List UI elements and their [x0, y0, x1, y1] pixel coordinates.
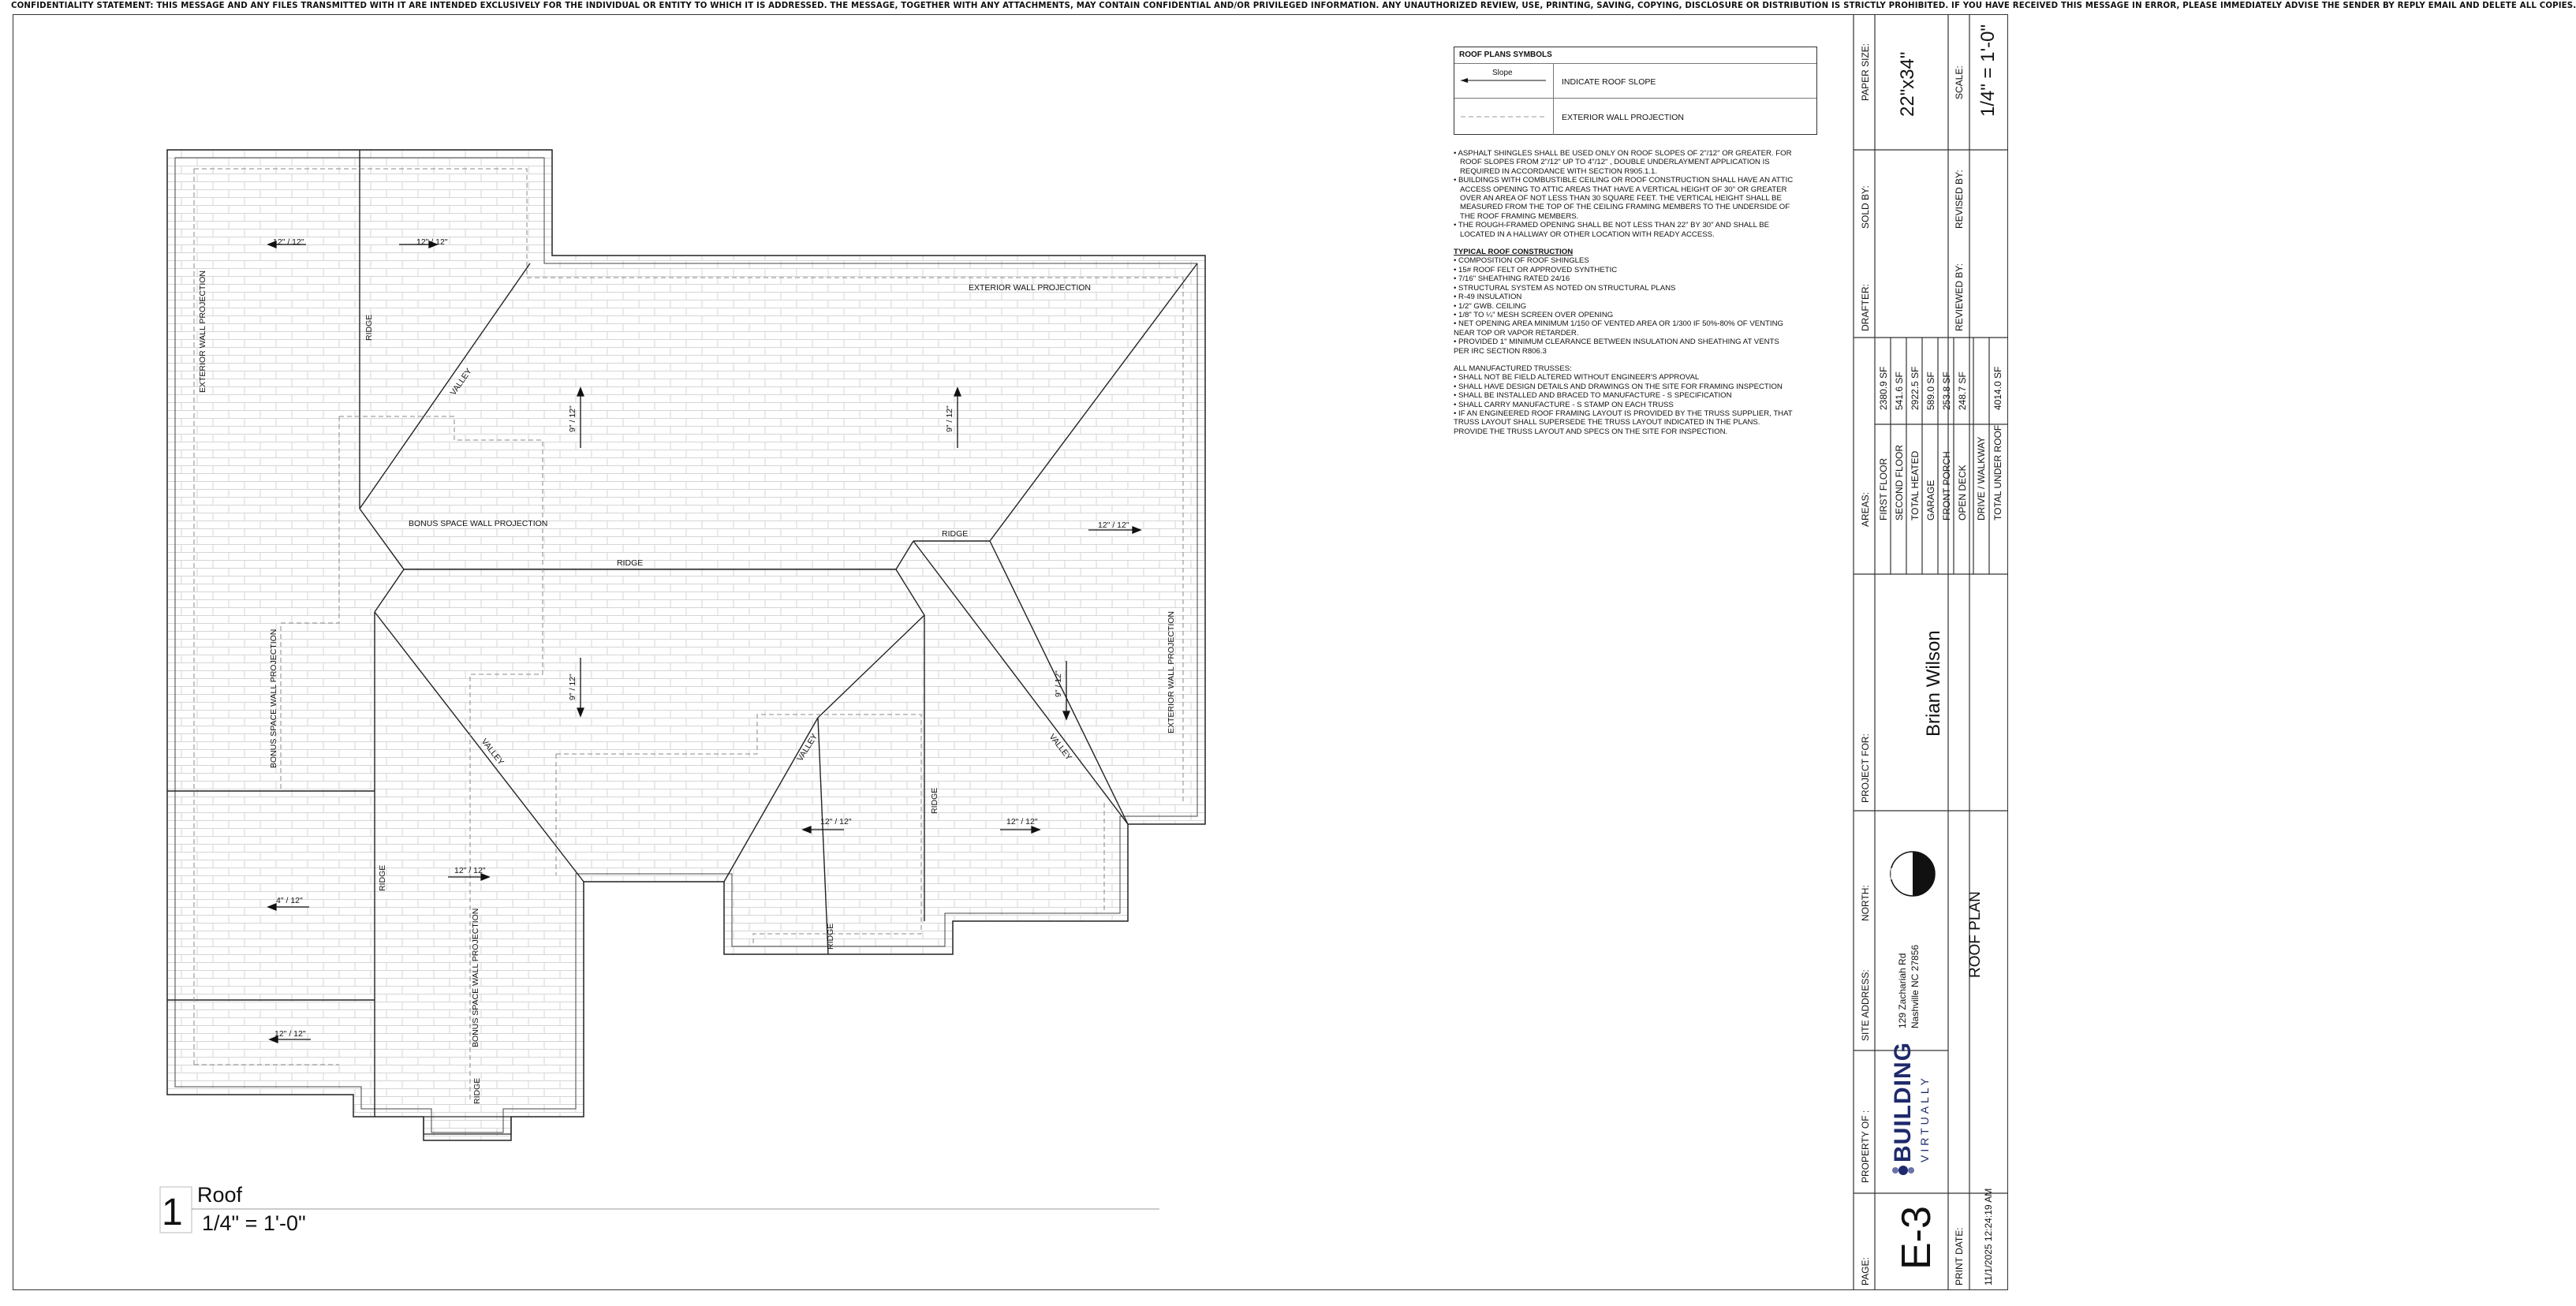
note-item: • SHALL CARRY MANUFACTURE - S STAMP ON EACH TRUSS	[1454, 400, 1674, 409]
slope-label: 12" / 12"	[454, 866, 486, 875]
slope-label: 9" / 12"	[568, 674, 577, 700]
sold-by-label: SOLD BY:	[1860, 185, 1871, 229]
slope-label: 12" / 12"	[1006, 817, 1038, 827]
ridge-label: RIDGE	[942, 529, 969, 539]
area-name: TOTAL UNDER ROOF	[1992, 424, 2003, 521]
valley-label: VALLEY	[795, 732, 820, 763]
drafter-label: DRAFTER:	[1860, 284, 1871, 331]
confidentiality-statement: CONFIDENTIALITY STATEMENT: THIS MESSAGE AND ANY FILES TRANSMITTED WITH IT ARE INTENDED EXCLUSIVELY FOR THE INDIVIDUAL OR ENTITY TO WHICH IT IS ADDRESSED. THE MESSAGE, TOGETHER WITH ANY ATTACHMENTS, MAY CONTAIN CONFIDENTIAL AND/OR PRIVILEGED INFORMATION. ANY UNAUTHORIZED REVIEW, USE, PRINTING, SAVING, COPYING, DISCLOSURE OR DISTRIBUTION IS STRICTLY PROHIBITED. IF YOU HAVE RECEIVED THIS MESSAGE IN ERROR, PLEASE IMMEDIATELY ADVISE THE SENDER BY REPLY EMAIL AND DELETE ALL COPIES.	[11, 2, 2576, 10]
area-name: OPEN DECK	[1957, 465, 1968, 521]
roof-outline	[167, 150, 1205, 1140]
note-item: • SHALL BE INSTALLED AND BRACED TO MANUFACTURE - S SPECIFICATION	[1454, 391, 1732, 401]
slope-label: 12" / 12"	[1098, 521, 1129, 530]
north-label: NORTH:	[1860, 885, 1871, 921]
note-item: • STRUCTURAL SYSTEM AS NOTED ON STRUCTURAL PLANS	[1454, 283, 1676, 293]
projection-label: BONUS SPACE WALL PROJECTION	[269, 629, 278, 768]
slope-label: 12" / 12"	[416, 237, 448, 247]
note-item: • ASPHALT SHINGLES SHALL BE USED ONLY ON ROOF SLOPES OF 2"/12" OR GREATER. FOR ROOF SLOPES FROM 2"/12" UP TO 4"/12" , DOUBLE UNDERLAYMENT APPLICATION IS REQUIRED IN ACCORDANCE WITH SECTION R905.1.1.	[1454, 149, 1792, 176]
slope-label: 12" / 12"	[274, 1029, 306, 1039]
slope-label: 9" / 12"	[945, 405, 954, 432]
legend-slope-cell	[1454, 64, 1554, 99]
legend-row-exterior-wall	[1454, 98, 1816, 135]
area-name: GARAGE	[1925, 479, 1936, 521]
company-name: BUILDING	[1890, 1042, 1916, 1162]
page-number: E-3	[1894, 1206, 1939, 1270]
note-item: • 15# ROOF FELT OR APPROVED SYNTHETIC	[1454, 265, 1618, 274]
note-item: • COMPOSITION OF ROOF SHINGLES	[1454, 256, 1589, 266]
notes-heading: TYPICAL ROOF CONSTRUCTION	[1454, 248, 1574, 257]
ridge-label: RIDGE	[826, 923, 835, 950]
note-item: • 7/16" SHEATHING RATED 24/16	[1454, 274, 1570, 284]
valley-label: VALLEY	[479, 737, 506, 767]
slope-label: 4" / 12"	[276, 896, 303, 905]
area-value: 248.7 SF	[1957, 371, 1968, 410]
area-value: 2380.9 SF	[1878, 366, 1889, 410]
projection-label: BONUS SPACE WALL PROJECTION	[471, 908, 480, 1047]
reviewed-by-label: REVIEWED BY:	[1954, 263, 1965, 331]
note-item: • PROVIDED 1" MINIMUM CLEARANCE BETWEEN INSULATION AND SHEATHING AT VENTS PER IRC SECTION R806.3	[1454, 338, 1779, 356]
area-value: 4014.0 SF	[1992, 366, 2003, 410]
note-item: • SHALL NOT BE FIELD ALTERED WITHOUT ENGINEER'S APPROVAL	[1454, 373, 1700, 382]
revised-by-label: REVISED BY:	[1954, 170, 1965, 229]
project-for-label: PROJECT FOR:	[1860, 733, 1871, 803]
paper-size-value: 22"x34"	[1897, 51, 1918, 117]
projection-label: BONUS SPACE WALL PROJECTION	[409, 519, 548, 528]
scale-value: 1/4" = 1'-0"	[1977, 24, 1999, 117]
legend-row-label: EXTERIOR WALL PROJECTION	[1562, 113, 1684, 122]
roof-plan-symbols-legend	[1454, 47, 1817, 135]
note-item: • R-49 INSULATION	[1454, 293, 1522, 302]
site-address-line2: Nashville NC 27856	[1910, 944, 1921, 1028]
legend-row-slope	[1454, 63, 1816, 99]
company-logo-icon	[1892, 1166, 1914, 1175]
ridge-label: RIDGE	[617, 558, 644, 568]
legend-wall-cell	[1454, 99, 1554, 135]
note-item: • NET OPENING AREA MINIMUM 1/150 OF VENTED AREA OR 1/300 IF 50%-80% OF VENTING NEAR TOP OR VAPOR RETARDER.	[1454, 319, 1783, 338]
note-item: • BUILDINGS WITH COMBUSTIBLE CEILING OR ROOF CONSTRUCTION SHALL HAVE AN ATTIC ACCESS OPENING TO ATTIC AREAS THAT HAVE A VERTICAL HEIGHT OF 30" OR GREATER OVER AN AREA OF NOT LESS THAN 30 SQUARE FEET. THE VERTICAL HEIGHT SHALL BE MEASURED FROM THE TOP OF THE CEILING FRAMING MEMBERS TO THE UNDERSIDE OF THE ROOF FRAMING MEMBERS.	[1454, 176, 1794, 221]
area-name: FRONT PORCH	[1941, 451, 1952, 521]
company-tagline: VIRTUALLY	[1918, 1075, 1931, 1162]
slope-label: 12" / 12"	[820, 817, 852, 827]
notes-heading: ALL MANUFACTURED TRUSSES:	[1454, 364, 1572, 373]
slope-label: 12" / 12"	[273, 237, 304, 247]
area-value: 541.6 SF	[1894, 371, 1905, 410]
paper-size-label: PAPER SIZE:	[1860, 43, 1871, 101]
ridge-label: RIDGE	[364, 314, 374, 341]
projection-label: EXTERIOR WALL PROJECTION	[198, 271, 207, 393]
area-name: DRIVE / WALKWAY	[1976, 436, 1987, 521]
slope-label: 9" / 12"	[1054, 670, 1063, 697]
view-number: 1	[162, 1192, 183, 1233]
sheet-title: ROOF PLAN	[1967, 891, 1984, 978]
project-for-value: Brian Wilson	[1923, 630, 1944, 737]
property-of-label: PROPERTY OF :	[1860, 1110, 1871, 1183]
view-title: Roof	[197, 1183, 243, 1207]
roof-notes	[1454, 149, 1816, 436]
note-item: • THE ROUGH-FRAMED OPENING SHALL BE NOT LESS THAN 22" BY 30" AND SHALL BE LOCATED IN A HALLWAY OR OTHER LOCATION WITH READY ACCESS.	[1454, 221, 1770, 239]
valley-label: VALLEY	[448, 366, 474, 397]
site-address-line1: 129 Zachariah Rd	[1897, 953, 1908, 1028]
areas-label: AREAS:	[1860, 491, 1871, 527]
scale-label: SCALE:	[1954, 65, 1965, 99]
slope-label: 9" / 12"	[568, 405, 577, 432]
site-address-label: SITE ADDRESS:	[1860, 969, 1871, 1041]
page-label: PAGE:	[1860, 1257, 1871, 1285]
area-name: SECOND FLOOR	[1894, 444, 1905, 521]
note-item: • 1/8" TO ¼" MESH SCREEN OVER OPENING	[1454, 310, 1614, 319]
area-value: 589.0 SF	[1925, 371, 1936, 410]
print-date-value: 11/1/2025 12:24:19 AM	[1983, 1188, 1994, 1285]
note-item: • IF AN ENGINEERED ROOF FRAMING LAYOUT IS PROVIDED BY THE TRUSS SUPPLIER, THAT TRUSS LAYOUT SHALL SUPERSEDE THE TRUSS LAYOUT INDICATED IN THE PLANS. PROVIDE THE TRUSS LAYOUT AND SPECS ON THE SITE FOR INSPECTION.	[1454, 409, 1793, 436]
valley-label: VALLEY	[1047, 732, 1074, 763]
note-item: • SHALL HAVE DESIGN DETAILS AND DRAWINGS ON THE SITE FOR FRAMING INSPECTION	[1454, 382, 1783, 391]
area-name: FIRST FLOOR	[1878, 457, 1889, 521]
area-value: 2922.5 SF	[1910, 366, 1921, 410]
north-letter: N	[1890, 866, 1902, 883]
area-value: 253.8 SF	[1941, 371, 1952, 410]
area-name: TOTAL HEATED	[1910, 450, 1921, 521]
ridge-label: RIDGE	[472, 1077, 482, 1104]
ridge-label: RIDGE	[378, 864, 387, 891]
print-date-label: PRINT DATE:	[1954, 1227, 1965, 1285]
view-scale: 1/4" = 1'-0"	[202, 1211, 306, 1235]
legend-title: ROOF PLANS SYMBOLS	[1459, 50, 1552, 59]
projection-label: EXTERIOR WALL PROJECTION	[1167, 611, 1176, 733]
legend-slope-symbol-label: Slope	[1492, 69, 1513, 77]
projection-label: EXTERIOR WALL PROJECTION	[969, 283, 1091, 293]
note-item: • 1/2" GWB. CEILING	[1454, 301, 1527, 311]
legend-row-label: INDICATE ROOF SLOPE	[1562, 77, 1656, 87]
ridge-label: RIDGE	[930, 787, 939, 814]
